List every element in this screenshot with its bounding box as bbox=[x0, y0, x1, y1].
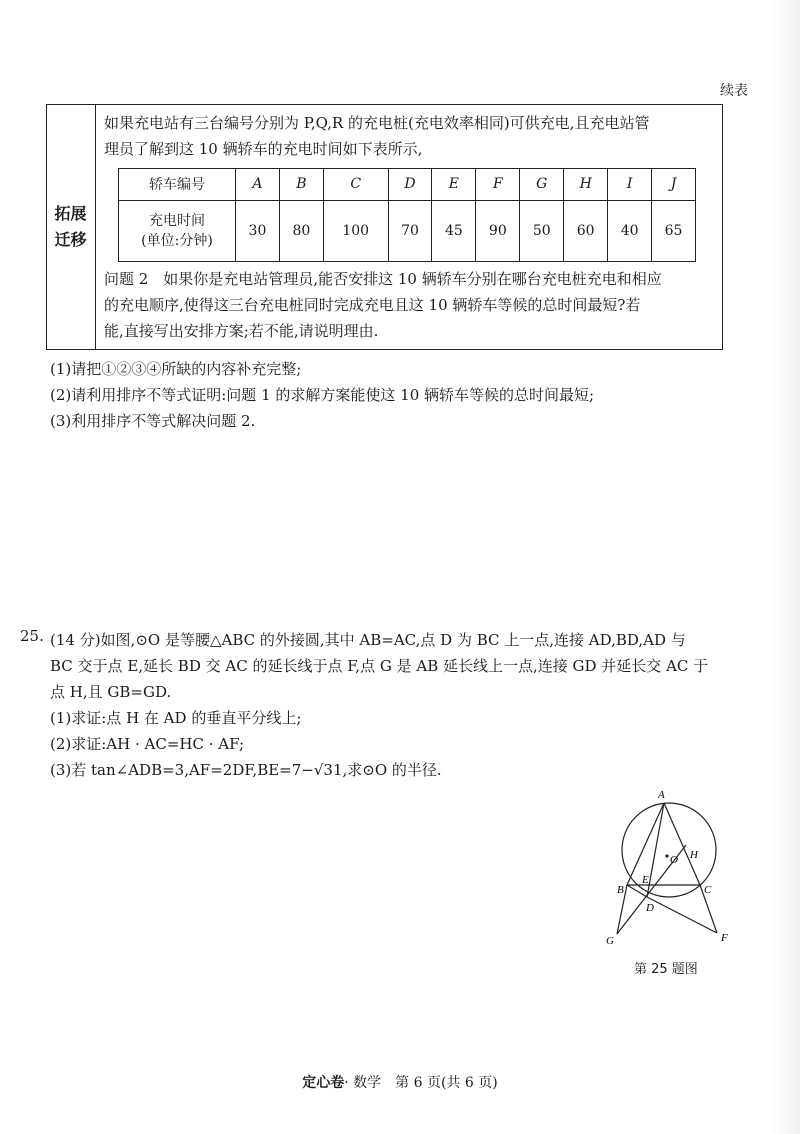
label-c: C bbox=[704, 884, 712, 896]
extension-side-label bbox=[46, 104, 96, 350]
table-cell-car: G bbox=[520, 169, 564, 201]
label-d: D bbox=[646, 902, 654, 914]
table-cell-car: C bbox=[323, 169, 388, 201]
q25-subquestion-1: (1)求证:点 H 在 AD 的垂直平分线上; bbox=[50, 709, 302, 727]
figure-caption: 第 25 题图 bbox=[634, 962, 698, 977]
side-label-line-1: 拓展 bbox=[54, 204, 87, 223]
table-header-car-id: 轿车编号 bbox=[119, 169, 236, 201]
table-cell-time: 90 bbox=[476, 200, 520, 262]
continued-table-label: 续表 bbox=[720, 83, 748, 99]
footer-page-info: · 数学 第 6 页(共 6 页) bbox=[344, 1075, 498, 1091]
table-cell-car: A bbox=[236, 169, 280, 201]
table-cell-car: J bbox=[652, 169, 696, 201]
question-2-line-1: 问题 2 如果你是充电站管理员,能否安排这 10 辆轿车分别在哪台充电桩充电和相应 bbox=[104, 270, 662, 288]
center-o-dot bbox=[665, 854, 668, 857]
table-cell-time: 70 bbox=[388, 200, 432, 262]
scan-edge-shading bbox=[770, 0, 800, 1134]
header-time-line-2: (单位:分钟) bbox=[141, 232, 213, 249]
table-row-car-ids bbox=[119, 169, 696, 201]
table-cell-time: 65 bbox=[652, 200, 696, 262]
question-2 bbox=[104, 266, 716, 344]
table-cell-car: F bbox=[476, 169, 520, 201]
q25-subquestion-2: (2)求证:AH · AC=HC · AF; bbox=[50, 735, 245, 753]
table-cell-car: D bbox=[388, 169, 432, 201]
q25-geometry-figure bbox=[600, 784, 740, 950]
segment-ab bbox=[627, 803, 664, 885]
q25-line-2: BC 交于点 E,延长 BD 交 AC 的延长线于点 F,点 G 是 AB 延长线上一点,连接 GD 并延长交 AC 于 bbox=[50, 657, 709, 675]
table-cell-time: 50 bbox=[520, 200, 564, 262]
side-label-line-2: 迁移 bbox=[54, 230, 87, 249]
table-cell-car: B bbox=[279, 169, 323, 201]
label-b: B bbox=[617, 884, 624, 896]
circle-o bbox=[622, 803, 716, 897]
q25-subquestion-3: (3)若 tan∠ADB=3,AF=2DF,BE=7−√31,求⊙O 的半径. bbox=[50, 761, 442, 779]
q24-subquestion-2: (2)请利用排序不等式证明:问题 1 的求解方案能使这 10 辆轿车等候的总时间最短; bbox=[50, 386, 595, 404]
table-cell-time: 80 bbox=[279, 200, 323, 262]
segment-ac bbox=[664, 803, 700, 885]
table-row-times bbox=[119, 200, 696, 262]
table-cell-time: 40 bbox=[608, 200, 652, 262]
question-2-line-2: 的充电顺序,使得这三台充电桩同时完成充电且这 10 辆轿车等候的总时间最短?若 bbox=[104, 296, 641, 314]
question-2-line-3: 能,直接写出安排方案;若不能,请说明理由. bbox=[104, 322, 379, 340]
table-cell-time: 100 bbox=[323, 200, 388, 262]
segment-ad bbox=[647, 803, 664, 897]
q25-number: 25. bbox=[20, 627, 44, 645]
page-footer bbox=[0, 1072, 800, 1092]
q24-subquestion-3: (3)利用排序不等式解决问题 2. bbox=[50, 412, 256, 430]
table-cell-car: I bbox=[608, 169, 652, 201]
segment-bd bbox=[627, 885, 647, 897]
table-cell-time: 30 bbox=[236, 200, 280, 262]
label-h: H bbox=[690, 849, 698, 861]
q24-subquestion-1: (1)请把①②③④所缺的内容补充完整; bbox=[50, 360, 302, 378]
label-a: A bbox=[658, 789, 665, 801]
label-f: F bbox=[721, 932, 728, 944]
footer-brand: 定心卷 bbox=[302, 1075, 345, 1091]
extension-intro bbox=[104, 110, 716, 162]
label-o: O bbox=[670, 854, 678, 866]
label-e: E bbox=[642, 874, 649, 886]
intro-line-1: 如果充电站有三台编号分别为 P,Q,R 的充电桩(充电效率相同)可供充电,且充电站管 bbox=[104, 114, 650, 132]
charging-time-table bbox=[118, 168, 696, 262]
q25-line-3: 点 H,且 GB=GD. bbox=[50, 683, 172, 701]
table-cell-time: 45 bbox=[432, 200, 476, 262]
label-g: G bbox=[606, 935, 614, 947]
table-cell-car: E bbox=[432, 169, 476, 201]
intro-line-2: 理员了解到这 10 辆轿车的充电时间如下表所示, bbox=[104, 140, 423, 158]
table-header-charging-time bbox=[119, 200, 236, 262]
q25-line-1: (14 分)如图,⊙O 是等腰△ABC 的外接圆,其中 AB=AC,点 D 为 BC 上一点,连接 AD,BD,AD 与 bbox=[50, 631, 686, 649]
table-cell-car: H bbox=[564, 169, 608, 201]
table-cell-time: 60 bbox=[564, 200, 608, 262]
header-time-line-1: 充电时间 bbox=[149, 212, 205, 229]
